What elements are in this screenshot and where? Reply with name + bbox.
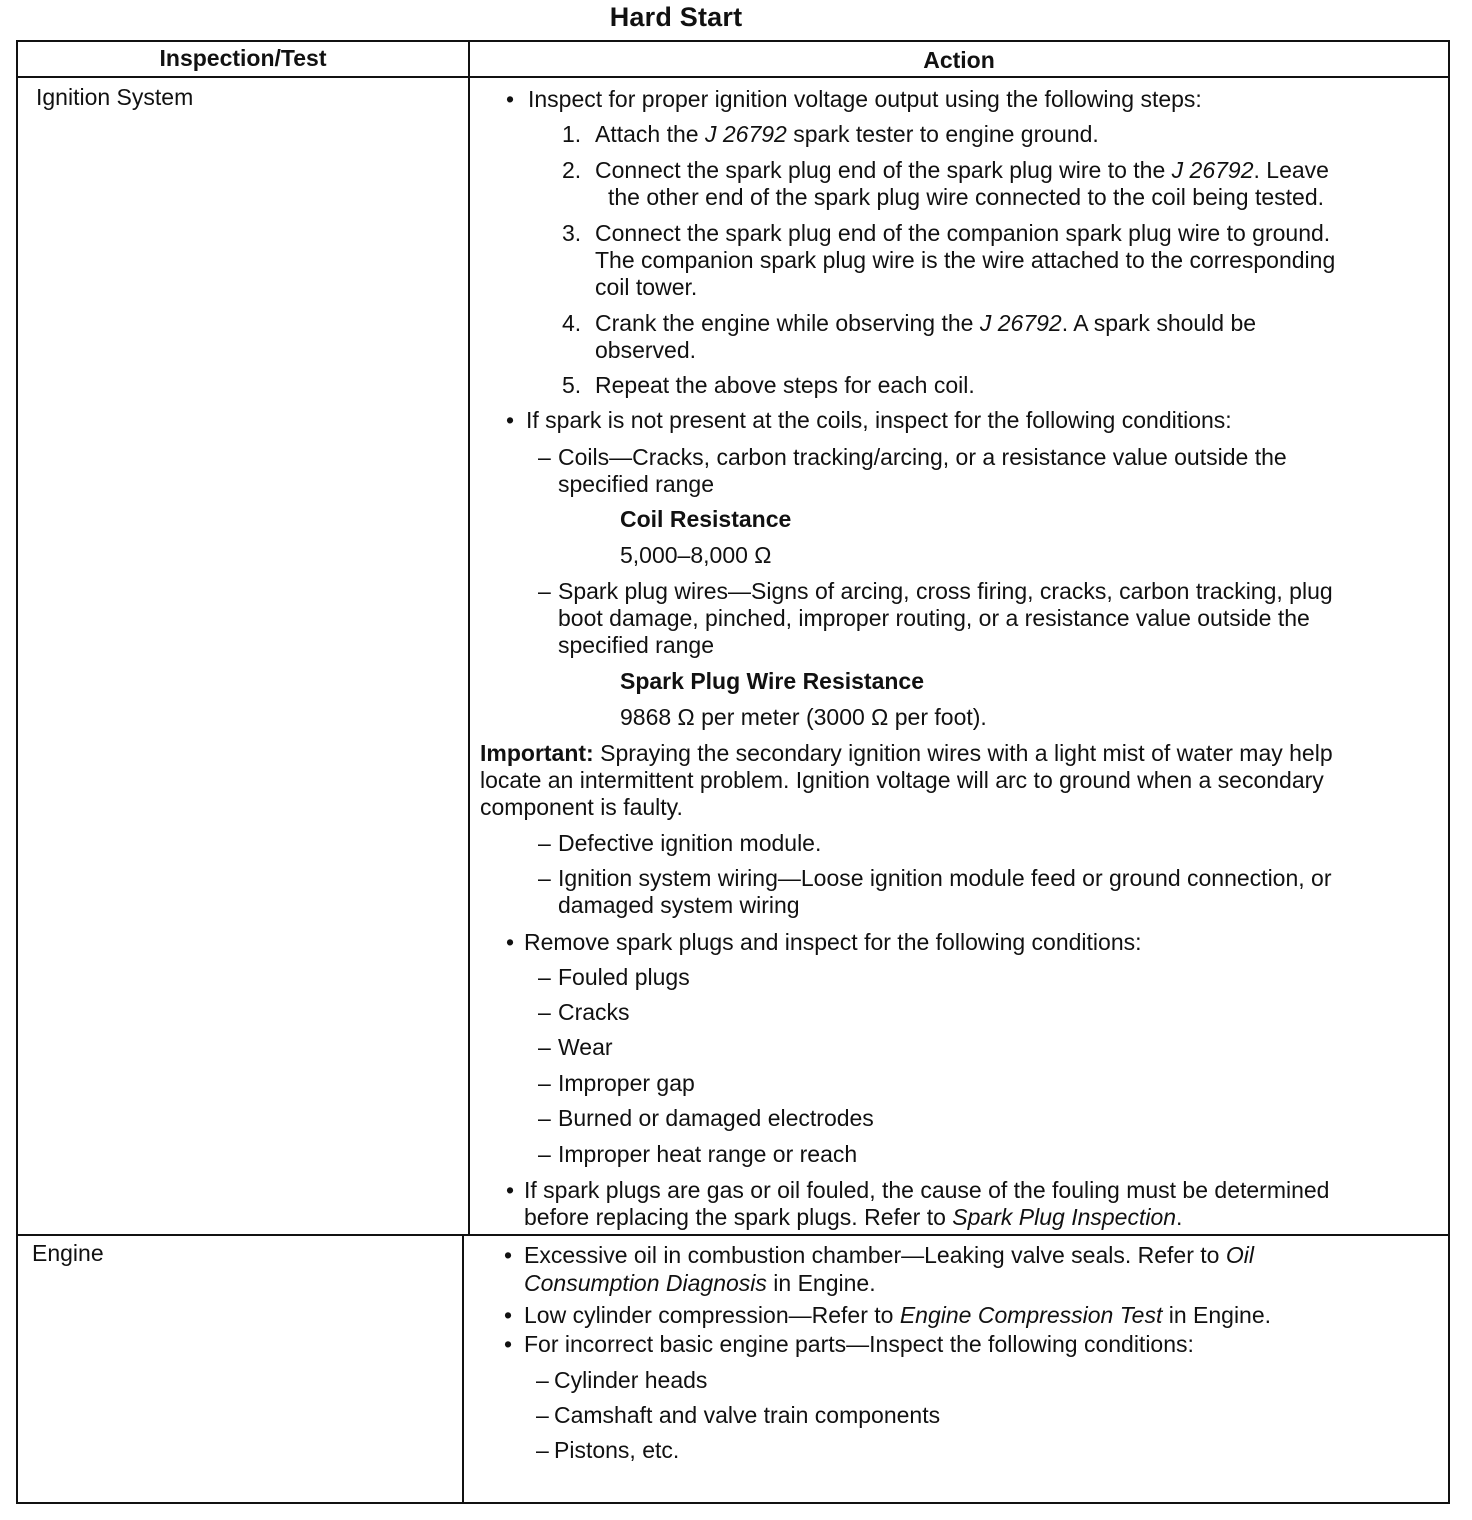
important-line-2: locate an intermittent problem. Ignition voltage will arc to ground when a secondary	[480, 767, 1324, 793]
bullet-icon: •	[504, 1331, 513, 1357]
row-label-ignition: Ignition System	[36, 84, 194, 110]
column-divider-bottom	[462, 1234, 464, 1502]
dash-icon: –	[538, 865, 551, 891]
dash-icon: –	[538, 964, 551, 990]
bullet-icon: •	[506, 929, 515, 955]
column-divider-top	[468, 42, 470, 1236]
step-2-line-1: Connect the spark plug end of the spark plug wire to the J 26792. Leave	[595, 157, 1329, 183]
header-divider	[18, 76, 1448, 78]
step-2-number: 2.	[562, 157, 582, 183]
step-4-line-1: Crank the engine while observing the J 26792. A spark should be	[595, 310, 1257, 336]
plug-condition: Burned or damaged electrodes	[558, 1105, 874, 1131]
plug-condition: Fouled plugs	[558, 964, 690, 990]
wiring-line-2: damaged system wiring	[558, 892, 800, 918]
important-line-3: component is faulty.	[480, 794, 683, 820]
dash-icon: –	[538, 578, 551, 604]
plug-condition: Improper gap	[558, 1070, 695, 1096]
dash-icon: –	[538, 830, 551, 856]
coils-line-1: Coils—Cracks, carbon tracking/arcing, or a resistance value outside the	[558, 444, 1287, 470]
wires-line-3: specified range	[558, 632, 714, 658]
defective-module: Defective ignition module.	[558, 830, 822, 856]
ignition-bullet-1: Inspect for proper ignition voltage output using the following steps:	[528, 86, 1202, 112]
fouling-line-1: If spark plugs are gas or oil fouled, the cause of the fouling must be determined	[524, 1177, 1330, 1203]
engine-part: Camshaft and valve train components	[554, 1402, 941, 1428]
wires-line-1: Spark plug wires—Signs of arcing, cross firing, cracks, carbon tracking, plug	[558, 578, 1333, 604]
step-3-line-2: The companion spark plug wire is the wire attached to the corresponding	[595, 247, 1336, 273]
engine-bullet-2: Low cylinder compression—Refer to Engine Compression Test in Engine.	[524, 1302, 1272, 1328]
ignition-bullet-2: If spark is not present at the coils, inspect for the following conditions:	[526, 407, 1232, 433]
step-5-number: 5.	[562, 372, 582, 398]
engine-bullet-1-line-1: Excessive oil in combustion chamber—Leaking valve seals. Refer to Oil	[524, 1242, 1254, 1268]
bullet-icon: •	[506, 407, 515, 433]
engine-bullet-1-line-2: Consumption Diagnosis in Engine.	[524, 1270, 876, 1296]
dash-icon: –	[536, 1402, 549, 1428]
bullet-icon: •	[504, 1302, 513, 1328]
dash-icon: –	[536, 1437, 549, 1463]
dash-icon: –	[538, 444, 551, 470]
coil-resistance-title: Coil Resistance	[620, 506, 792, 532]
row-divider	[18, 1234, 1448, 1236]
engine-part: Pistons, etc.	[554, 1437, 680, 1463]
dash-icon: –	[538, 1141, 551, 1167]
dash-icon: –	[536, 1367, 549, 1393]
wire-resistance-title: Spark Plug Wire Resistance	[620, 668, 925, 694]
dash-icon: –	[538, 1034, 551, 1060]
ignition-bullet-3: Remove spark plugs and inspect for the following conditions:	[524, 929, 1142, 955]
engine-part: Cylinder heads	[554, 1367, 708, 1393]
step-4-number: 4.	[562, 310, 582, 336]
wire-resistance-value: 9868 Ω per meter (3000 Ω per foot).	[620, 704, 987, 730]
step-4-line-2: observed.	[595, 337, 697, 363]
bullet-icon: •	[504, 1242, 513, 1268]
plug-condition: Cracks	[558, 999, 630, 1025]
step-1-number: 1.	[562, 121, 582, 147]
wires-line-2: boot damage, pinched, improper routing, or a resistance value outside the	[558, 605, 1310, 631]
header-action: Action	[923, 47, 995, 73]
plug-condition: Improper heat range or reach	[558, 1141, 858, 1167]
dash-icon: –	[538, 1105, 551, 1131]
step-3-number: 3.	[562, 220, 582, 246]
wiring-line-1: Ignition system wiring—Loose ignition module feed or ground connection, or	[558, 865, 1332, 891]
step-5: Repeat the above steps for each coil.	[595, 372, 975, 398]
engine-bullet-3: For incorrect basic engine parts—Inspect the following conditions:	[524, 1331, 1194, 1357]
bullet-icon: •	[506, 1177, 515, 1203]
important-line-1: Important: Spraying the secondary ignition wires with a light mist of water may help	[480, 740, 1333, 766]
row-label-engine: Engine	[32, 1240, 104, 1266]
step-2-line-2: the other end of the spark plug wire connected to the coil being tested.	[608, 184, 1325, 210]
dash-icon: –	[538, 999, 551, 1025]
header-inspection: Inspection/Test	[159, 45, 327, 71]
step-3-line-3: coil tower.	[595, 274, 698, 300]
bullet-icon: •	[506, 86, 515, 112]
page-title: Hard Start	[609, 2, 743, 32]
dash-icon: –	[538, 1070, 551, 1096]
plug-condition: Wear	[558, 1034, 613, 1060]
coil-resistance-value: 5,000–8,000 Ω	[620, 542, 772, 568]
step-1: Attach the J 26792 spark tester to engine ground.	[595, 121, 1099, 147]
step-3-line-1: Connect the spark plug end of the companion spark plug wire to ground.	[595, 220, 1331, 246]
fouling-line-2: before replacing the spark plugs. Refer to Spark Plug Inspection.	[524, 1204, 1183, 1230]
coils-line-2: specified range	[558, 471, 714, 497]
